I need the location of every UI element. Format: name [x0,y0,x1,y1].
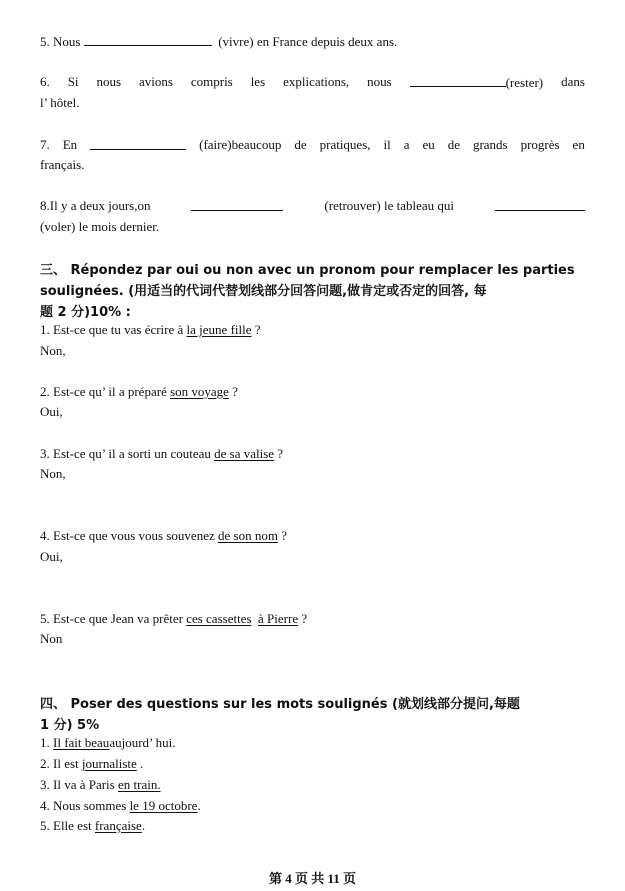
fill-question-7-cont: français. [40,157,85,172]
section-3-title: 三、 Répondez par oui ou non avec un pronom pour remplacer les parties [40,263,575,278]
question-item-5: 5. Elle est française. [40,818,146,833]
answer-line-2[interactable]: Oui, [40,404,63,419]
underlined-part: de son nom [218,528,278,543]
fill-question-8: 8.Il y a deux jours,on (retrouver) le tableau qui [40,198,585,214]
underlined-part-2: à Pierre [258,611,299,626]
pronoun-question-2: 2. Est-ce qu’ il a préparé son voyage ? [40,384,238,399]
question-item-2: 2. Il est journaliste . [40,756,144,771]
underlined-part: ces cassettes [186,611,252,626]
underlined-part: Il fait beau [53,735,110,750]
fill-question-8-cont: (voler) le mois dernier. [40,219,160,234]
question-item-3: 3. Il va à Paris en train. [40,777,161,792]
fill-question-7: 7. En (faire)beaucoup de pratiques, il a eu de grands progrès en [40,137,585,152]
section-3-title-cont: soulignées. (用适当的代词代替划线部分回答问题,做肯定或否定的回答, 每 [40,284,487,299]
answer-blank[interactable] [84,33,212,46]
section-4-title: 四、 Poser des questions sur les mots soulignés (就划线部分提问,每题 [40,697,520,712]
answer-line-5[interactable]: Non [40,631,63,646]
answer-blank[interactable] [90,137,186,150]
underlined-part: la jeune fille [186,322,252,337]
answer-blank[interactable] [495,198,585,211]
fill-question-5: 5. Nous (vivre) en France depuis deux ans. [40,34,398,49]
underlined-part: de sa valise [214,446,275,461]
pronoun-question-5: 5. Est-ce que Jean va prêter ces cassettes à Pierre ? [40,611,308,626]
answer-line-4[interactable]: Oui, [40,549,63,564]
fill-question-6-cont: l’ hôtel. [40,95,80,110]
answer-line-3[interactable]: Non, [40,466,66,481]
answer-blank[interactable] [191,198,283,211]
section-4-title-cont: 1 分) 5% [40,718,100,733]
underlined-part: journaliste [81,756,137,771]
page-footer: 第 4 页 共 11 页 [268,871,357,886]
pronoun-question-4: 4. Est-ce que vous vous souvenez de son nom ? [40,528,287,543]
answer-blank[interactable] [410,74,506,87]
pronoun-question-3: 3. Est-ce qu’ il a sorti un couteau de sa valise ? [40,446,284,461]
fill-question-6: 6. Si nous avions compris les explications, nous (rester) dans [40,74,585,90]
answer-line-1[interactable]: Non, [40,343,66,358]
question-item-4: 4. Nous sommes le 19 octobre. [40,798,201,813]
underlined-part: son voyage [170,384,229,399]
pronoun-question-1: 1. Est-ce que tu vas écrire à la jeune fille ? [40,322,261,337]
underlined-part: en train. [117,777,161,792]
underlined-part: le 19 octobre [129,798,198,813]
underlined-part: française [94,818,142,833]
section-3-title-cont2: 题 2 分)10% : [40,305,131,320]
question-item-1: 1. Il fait beauaujourd’ hui. [40,735,176,750]
